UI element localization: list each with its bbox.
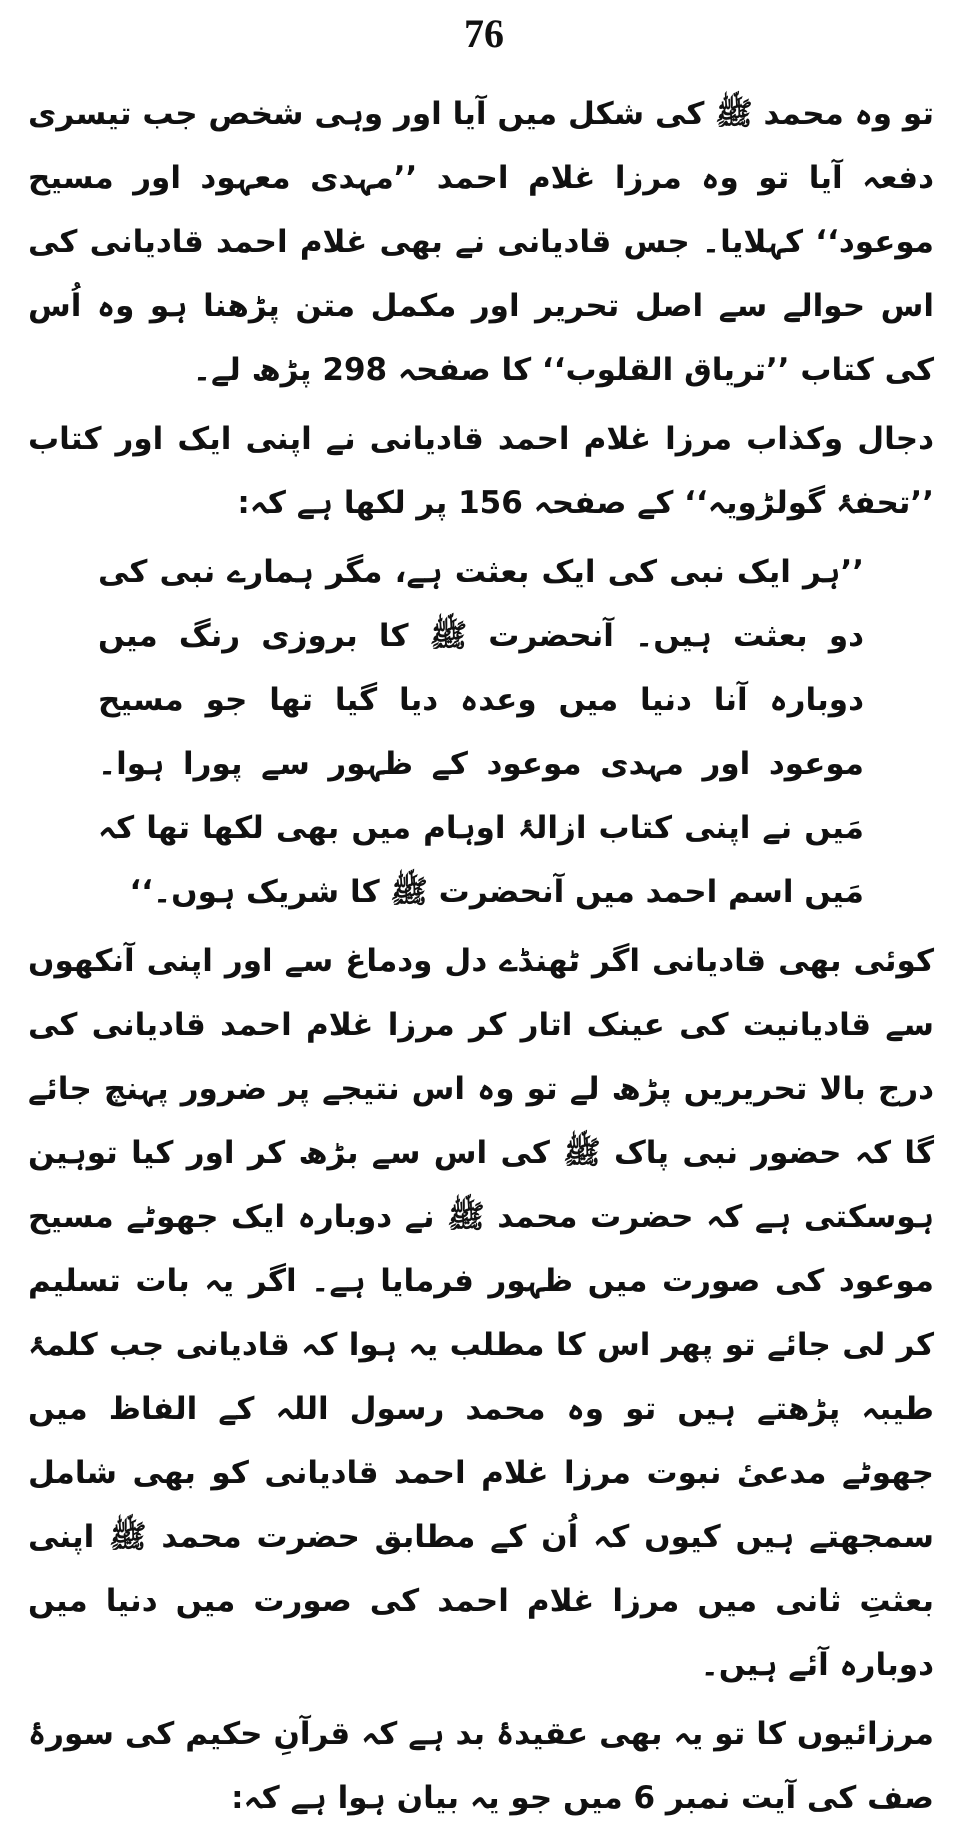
page-number: 76 (464, 11, 504, 56)
block-quote: ’’ہر ایک نبی کی ایک بعثت ہے، مگر ہمارے نبی کی دو بعثت ہیں۔ آنحضرت ﷺ کا بروزی رنگ میں دوبارہ آنا دنیا میں وعدہ دیا گیا تھا جو مسیح موعود اور مہدی موعود کے ظہور سے پورا ہوا۔ مَیں نے اپنی کتاب ازالۂ اوہام میں بھی لکھا تھا کہ مَیں اسم احمد میں آنحضرت ﷺ کا شریک ہوں۔‘‘ (98, 554, 864, 910)
paragraph: کوئی بھی قادیانی اگر ٹھنڈے دل ودماغ سے اور اپنی آنکھوں سے قادیانیت کی عینک اتار کر مرزا غلام احمد قادیانی کی درج بالا تحریریں پڑھ لے تو وہ اس نتیجے پر ضرور پہنچ جائے گا کہ حضور نبی پاک ﷺ کی اس سے بڑھ کر اور کیا توہین ہوسکتی ہے کہ حضرت محمد ﷺ نے دوبارہ ایک جھوٹے مسیح موعود کی صورت میں ظہور فرمایا ہے۔ اگر یہ بات تسلیم کر لی جائے تو پھر اس کا مطلب یہ ہوا کہ قادیانی جب کلمۂ طیبہ پڑھتے ہیں تو وہ محمد رسول اللہ کے الفاظ میں جھوٹے مدعیٔ نبوت مرزا غلام احمد قادیانی کو بھی شامل سمجھتے ہیں کیوں کہ اُن کے مطابق حضرت محمد ﷺ اپنی بعثتِ ثانی میں مرزا غلام احمد کی صورت میں دنیا میں دوبارہ آئے ہیں۔ (28, 943, 934, 1683)
page-body (28, 82, 934, 1835)
paragraph: مرزائیوں کا تو یہ بھی عقیدۂ بد ہے کہ قرآنِ حکیم کی سورۂ صف کی آیت نمبر 6 میں جو یہ بیان ہوا ہے کہ: (28, 1716, 934, 1816)
paragraph: دجال وکذاب مرزا غلام احمد قادیانی نے اپنی ایک اور کتاب ’’تحفۂ گولڑویہ‘‘ کے صفحہ 156 پر لکھا ہے کہ: (28, 421, 934, 521)
paragraph: تو وہ محمد ﷺ کی شکل میں آیا اور وہی شخص جب تیسری دفعہ آیا تو وہ مرزا غلام احمد ’’مہدی معہود اور مسیح موعود‘‘ کہلایا۔ جس قادیانی نے بھی غلام احمد قادیانی کی اس حوالے سے اصل تحریر اور مکمل متن پڑھنا ہو وہ اُس کی کتاب ’’تریاق القلوب‘‘ کا صفحہ 298 پڑھ لے۔ (28, 96, 934, 388)
